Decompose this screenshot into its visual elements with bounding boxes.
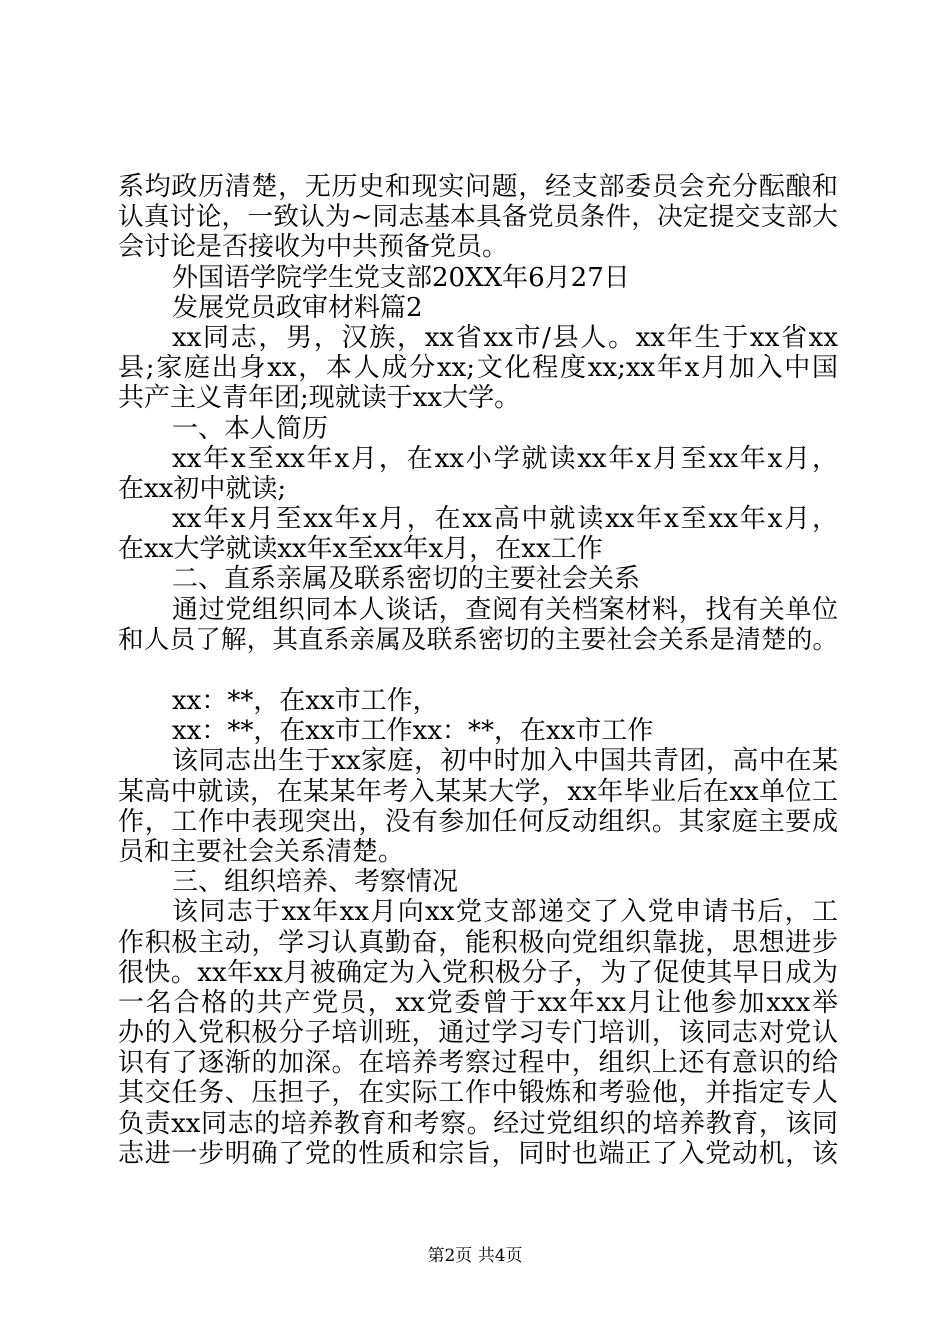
text-line: 共产主义青年团;现就读于xx大学。 (118, 383, 521, 414)
text-line: xx年x月至xx年x月，在xx高中就读xx年x至xx年x月， (172, 504, 838, 535)
text-line: 识有了逐渐的加深。在培养考察过程中，组织上还有意识的给 (118, 1048, 838, 1079)
text-line: xx：**，在xx市工作xx：**，在xx市工作 (172, 716, 654, 747)
text-line: 一名合格的共产党员，xx党委曾于xx年xx月让他参加xxx举 (118, 987, 838, 1018)
text-line: 二、直系亲属及联系密切的主要社会关系 (172, 564, 641, 595)
text-line: 一、本人简历 (172, 413, 329, 444)
text-line: 作积极主动，学习认真勤奋，能积极向党组织靠拢，思想进步 (118, 927, 838, 958)
text-line: 该同志于xx年xx月向xx党支部递交了入党申请书后，工 (172, 897, 838, 928)
text-line: 和人员了解，其直系亲属及联系密切的主要社会关系是清楚的。 (118, 624, 838, 655)
text-line: 办的入党积极分子培训班，通过学习专门培训，该同志对党认 (118, 1018, 838, 1049)
text-line: 外国语学院学生党支部20XX年6月27日 (172, 262, 630, 293)
text-line: 会讨论是否接收为中共预备党员。 (118, 232, 509, 263)
document-body (118, 172, 838, 1169)
text-line: 发展党员政审材料篇2 (172, 292, 423, 323)
text-line: 该同志出生于xx家庭，初中时加入中国共青团，高中在某 (172, 746, 838, 777)
text-line: 作，工作中表现突出，没有参加任何反动组织。其家庭主要成 (118, 806, 838, 837)
text-line: 员和主要社会关系清楚。 (118, 836, 405, 867)
text-line: 三、组织培养、考察情况 (172, 867, 459, 898)
text-line: 负责xx同志的培养教育和考察。经过党组织的培养教育，该同 (118, 1108, 838, 1139)
text-line: 县;家庭出身xx，本人成分xx;文化程度xx;xx年x月加入中国 (118, 353, 838, 384)
text-line: 很快。xx年xx月被确定为入党积极分子，为了促使其早日成为 (118, 957, 838, 988)
text-line: 系均政历清楚，无历史和现实问题，经支部委员会充分酝酿和 (118, 172, 838, 202)
page-footer: 第2页 共4页 (427, 1246, 523, 1266)
text-line: 其交任务、压担子，在实际工作中锻炼和考验他，并指定专人 (118, 1078, 838, 1109)
text-line: xx同志，男，汉族，xx省xx市/县人。xx年生于xx省xx (172, 322, 838, 353)
text-line: xx年x至xx年x月，在xx小学就读xx年x月至xx年x月， (172, 443, 838, 474)
text-line: 在xx大学就读xx年x至xx年x月，在xx工作 (118, 534, 603, 565)
text-line: 在xx初中就读; (118, 473, 287, 504)
text-line: xx：**，在xx市工作， (172, 686, 439, 716)
text-line: 志进一步明确了党的性质和宗旨，同时也端正了入党动机，该 (118, 1138, 838, 1169)
text-line: 通过党组织同本人谈话，查阅有关档案材料，找有关单位 (172, 594, 838, 625)
blank-line (118, 655, 838, 686)
text-line: 认真讨论，一致认为~同志基本具备党员条件，决定提交支部大 (118, 202, 838, 233)
text-line: 某高中就读，在某某年考入某某大学，xx年毕业后在xx单位工 (118, 776, 838, 807)
